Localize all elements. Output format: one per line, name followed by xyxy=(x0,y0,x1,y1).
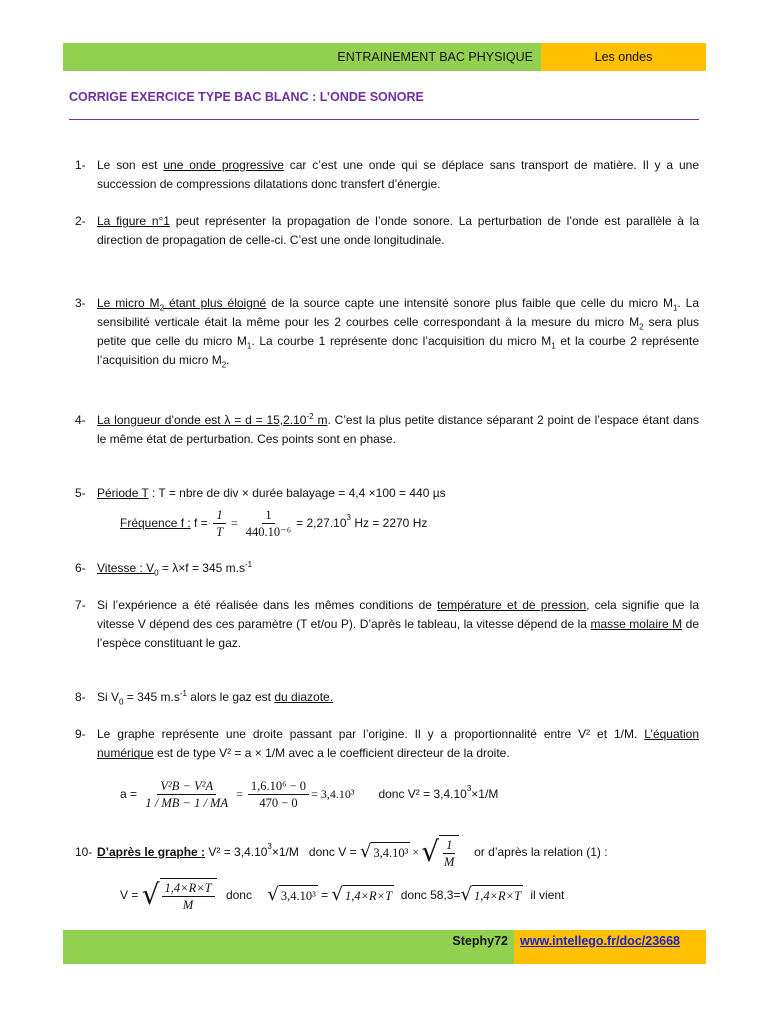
answer-number: 10- xyxy=(75,844,93,859)
text: et la courbe 2 représente l’acquisition du micro M xyxy=(97,334,699,367)
text: = 2,27.10 xyxy=(296,515,347,530)
text: il vient xyxy=(527,887,565,902)
numerator: 1 xyxy=(262,507,274,524)
denominator-part: − 1 / MA xyxy=(182,795,229,810)
fraction xyxy=(441,837,457,870)
radicand: 3,4.10³ xyxy=(371,842,410,863)
text: est de type V² = a × 1/M avec a le coefficient directeur de la droite. xyxy=(153,746,510,760)
underlined-text: étant plus éloigné xyxy=(164,296,267,310)
text: Le graphe représente une droite passant par l’origine. Il y a proportionnalité entre V² et 1/M. xyxy=(97,727,645,741)
text: ×1/M donc V = xyxy=(271,844,360,859)
underlined-text: La longueur d’onde est λ = d = 15,2.10 xyxy=(97,413,307,427)
subscript: 2 xyxy=(159,303,165,313)
answer-number: 7- xyxy=(75,598,86,612)
text: = 345 m.s xyxy=(123,690,180,704)
subscript: 1 xyxy=(246,341,252,351)
answer-6 xyxy=(75,559,699,578)
answer-2 xyxy=(75,212,699,250)
underlined-text: Période T xyxy=(97,486,149,500)
answer-3 xyxy=(75,294,699,370)
text: de l’espèce constituant le gaz. xyxy=(97,617,699,650)
header-course-title: ENTRAINEMENT BAC PHYSIQUE xyxy=(63,43,541,71)
denominator: T xyxy=(216,524,224,539)
radicand: 1,4×R×T xyxy=(472,885,523,906)
text: car c’est une onde qui se déplace sans transport de matière. Il y a une succession de compressions dilatations donc transfert d’énergie. xyxy=(97,158,699,191)
footer-bar xyxy=(63,930,706,964)
superscript: -1 xyxy=(179,689,187,698)
denominator: 470 − 0 xyxy=(259,795,298,810)
answer-7 xyxy=(75,596,699,653)
answer-4 xyxy=(75,411,699,449)
slope-equation: a = $\frac{\text{V²B − V²A}}{1 / MB - 1 / MA}$ = $\frac{\text{1,6.10⁶ − 0}}{470 - 0}$ = 3,4.10³ donc V² = 3,4.10 $^3$ ×1/M xyxy=(120,778,499,810)
text: . xyxy=(226,353,230,367)
subscript: 0 xyxy=(119,697,124,707)
numerator: 1 xyxy=(213,507,225,524)
text: a = xyxy=(120,786,141,801)
times-sign: × xyxy=(412,844,420,859)
fraction xyxy=(142,778,231,811)
text: Si l’expérience a été réalisée dans les mêmes conditions de xyxy=(97,598,438,612)
text: , cela signifie que la vitesse V dépend des ces paramètre (T et/ou P). D’après le tableau, la vitesse dépend de la xyxy=(97,598,700,631)
footer-link-cell xyxy=(514,930,706,964)
text: = λ×f = 345 m.s xyxy=(158,561,245,575)
radicand: 3,4.10³ xyxy=(279,885,318,906)
text: sera plus petite que celle du micro M xyxy=(97,315,700,348)
answer-10: 10- D’après le graphe : V² = 3,4.10 $^3$ ×1/M donc V = √ 3,4.10³ × √ $\frac{1}{M}$ or d’après la relation (1) : xyxy=(75,835,608,869)
footer-author: Stephy72 xyxy=(63,930,514,964)
square-root: √ 3,4.10³ xyxy=(267,884,316,905)
text: Si V xyxy=(97,690,120,704)
text: Hz = 2270 Hz xyxy=(350,515,428,530)
text: : T = nbre de div × durée balayage = 4,4 ×100 = 440 µs xyxy=(148,486,446,500)
subscript: 0 xyxy=(154,568,159,578)
footer-link[interactable]: www.intellego.fr/doc/23668 xyxy=(520,934,680,948)
text: . La sensibilité verticale était la même pour les 2 courbes celle correspondant à la mesure du micro M xyxy=(97,296,700,329)
underlined-text: Vitesse : V xyxy=(97,561,155,575)
answer-9 xyxy=(75,725,699,763)
underlined-text: masse molaire M xyxy=(590,617,683,631)
header-chapter: Les ondes xyxy=(541,43,706,71)
square-root: √ $\frac{1}{M}$ xyxy=(421,835,459,870)
underlined-text: Fréquence f : xyxy=(120,515,191,530)
superscript: -1 xyxy=(244,560,253,569)
underlined-text: m xyxy=(313,413,328,427)
velocity-relation xyxy=(120,874,564,916)
answer-8 xyxy=(75,688,699,707)
text: or d’après la relation (1) : xyxy=(467,844,608,859)
text: donc 58,3= xyxy=(394,887,461,902)
square-root: √ $\frac{1,4\times R\times T}{M}$ xyxy=(142,878,217,913)
text: donc xyxy=(222,887,256,902)
text: de la source capte une intensité sonore plus faible que celle du micro M xyxy=(266,296,673,310)
underlined-text: du diazote. xyxy=(274,690,334,704)
denominator: 440.10⁻⁶ xyxy=(245,524,292,539)
equals-sign: = xyxy=(236,786,243,801)
square-root: √ 1,4×R×T xyxy=(460,884,522,905)
subscript: 2 xyxy=(221,360,227,370)
numerator: 1,6.10⁶ − 0 xyxy=(248,778,309,795)
subscript: 2 xyxy=(639,322,644,332)
title-divider xyxy=(69,119,699,120)
document-title: CORRIGE EXERCICE TYPE BAC BLANC : L’ONDE SONORE xyxy=(69,90,424,104)
text: V = xyxy=(120,887,142,902)
numerator: 1 xyxy=(443,837,455,854)
text: . La courbe 1 représente donc l’acquisition du micro M xyxy=(251,334,552,348)
fraction xyxy=(162,880,215,913)
fraction xyxy=(213,507,226,540)
text: alors le gaz est xyxy=(186,690,275,704)
frequency-equation: Fréquence f : f = $\frac{1}{T}$ = $\frac{1}{\text{440.10⁻⁶}}$ = 2,27.10 $^3$ Hz = 2270 Hz xyxy=(120,507,428,539)
answer-number: 4- xyxy=(75,413,86,427)
answer-number: 5- xyxy=(75,486,86,500)
answer-1 xyxy=(75,156,699,194)
denominator: M xyxy=(182,897,194,912)
denominator: M xyxy=(444,854,455,869)
numerator: 1,4×R×T xyxy=(162,880,215,897)
underlined-text: La figure n°1 xyxy=(97,214,170,228)
text: ×1/M xyxy=(471,786,499,801)
equals-sign: = xyxy=(231,515,238,530)
underlined-text: L’équation numérique xyxy=(97,727,699,760)
subscript: 1 xyxy=(551,341,556,351)
underlined-text: Le micro M xyxy=(97,296,160,310)
numerator: V²B − V²A xyxy=(157,778,216,795)
answer-number: 1- xyxy=(75,158,86,172)
underlined-text: température et de pression xyxy=(437,598,587,612)
radicand: 1,4×R×T xyxy=(343,885,394,906)
text: Le son est xyxy=(97,158,164,172)
fraction xyxy=(243,507,294,540)
answer-number: 9- xyxy=(75,727,86,741)
superscript: -2 xyxy=(306,412,314,421)
subscript: 1 xyxy=(672,303,678,313)
underlined-text: D’après le graphe : xyxy=(97,844,206,859)
denominator xyxy=(142,795,231,811)
result: = 3,4.10³ xyxy=(311,786,355,801)
text: . C’est la plus petite distance séparant 2 point de l’espace étant dans le même état de perturbation. Ces points sont en phase. xyxy=(97,413,699,446)
text: peut représenter la propagation de l’onde sonore. La perturbation de l’onde est parallèle à la direction de propagation de celle-ci. C’est une onde longitudinale. xyxy=(97,214,699,247)
text: = xyxy=(317,887,332,902)
answer-5 xyxy=(75,484,699,503)
text: f = xyxy=(190,515,212,530)
answer-number: 6- xyxy=(75,561,86,575)
answer-number: 2- xyxy=(75,214,86,228)
square-root: √ 1,4×R×T xyxy=(331,884,393,905)
answer-number: 8- xyxy=(75,690,86,704)
text: V² = 3,4.10 xyxy=(205,844,268,859)
underlined-text: une onde progressive xyxy=(163,158,284,172)
denominator-part: 1 / MB xyxy=(145,795,180,810)
square-root: √ 3,4.10³ xyxy=(359,841,409,862)
header-bar xyxy=(63,43,706,71)
fraction xyxy=(248,778,309,811)
text: donc V² = 3,4.10 xyxy=(378,786,467,801)
answer-number: 3- xyxy=(75,296,86,310)
